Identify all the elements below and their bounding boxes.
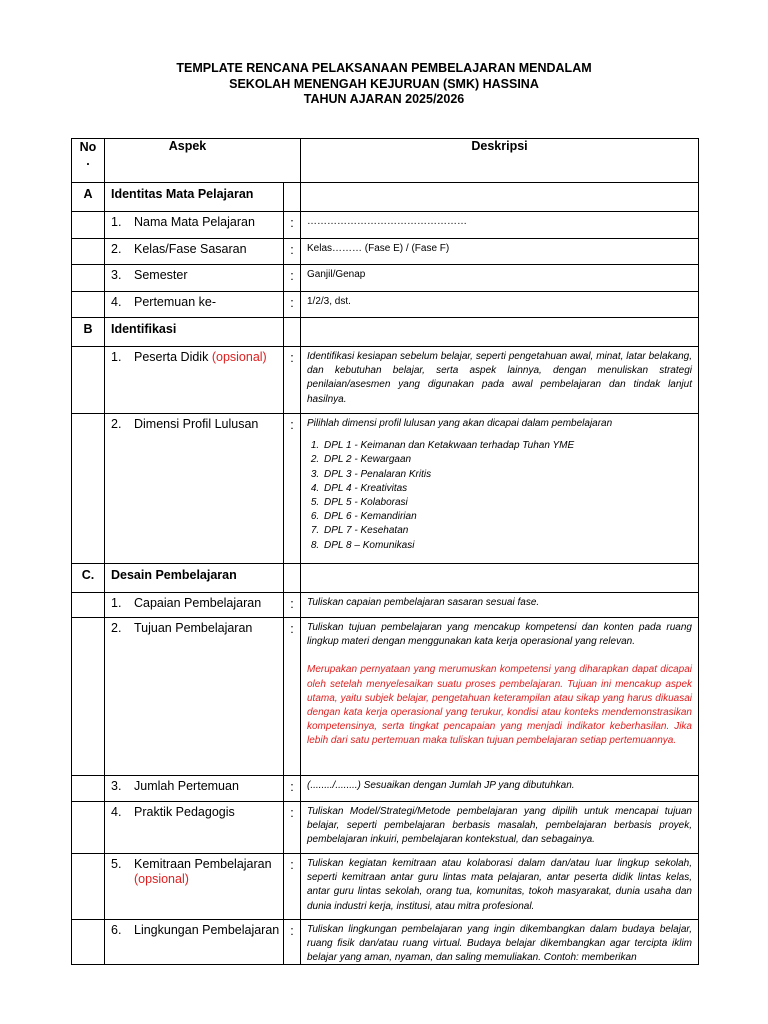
title-line-1: TEMPLATE RENCANA PELAKSANAAN PEMBELAJARAN MENDALAM bbox=[176, 61, 592, 75]
aspek-cell: 3. Jumlah Pertemuan bbox=[105, 776, 284, 802]
desc-cell: 1/2/3, dst. bbox=[301, 292, 699, 318]
rpp-table bbox=[71, 138, 699, 965]
desc-cell: Tuliskan tujuan pembelajaran yang mencakup kompetensi dan konten pada ruang lingkup materi dengan menggunakan kata kerja operasional yang relevan. Merupakan pernyataan yang merumuskan kompetensi yang diharapkan dapat dicapai oleh setelah menyelesaikan suatu proses pembelajaran. Tujuan ini mencakup aspek utama, yaitu subjek belajar, pengetahuan keterampilan atau sikap yang harus dikuasai dengan kata kerja operasional yang terukur, kondisi atau konteks mendemonstrasikan kompetensinya, serta tingkat pencapaian yang menjadi indikator keberhasilan. Jika lebih dari satu pertemuan maka tuliskan tujuan pembelajaran setiap pertemuannya. bbox=[301, 618, 699, 776]
desc-cell: Tuliskan Model/Strategi/Metode pembelajaran yang dipilih untuk mencapai tujuan belajar, seperti pembelajaran berbasis masalah, pembelajaran berbasis proyek, pembelajaran inkuiri, pembelajaran kontekstual, dan sebagainya. bbox=[301, 802, 699, 854]
header-deskripsi: Deskripsi bbox=[301, 139, 699, 183]
optional-label: (opsional) bbox=[134, 872, 189, 886]
aspek-cell: 2. Tujuan Pembelajaran bbox=[105, 618, 284, 776]
list-item: 5. DPL 5 - Kolaborasi bbox=[322, 496, 692, 510]
section-title: Identitas Mata Pelajaran bbox=[105, 183, 284, 212]
table-row: 2. Kelas/Fase Sasaran : Kelas……… (Fase E) / (Fase F) bbox=[72, 239, 699, 265]
aspek-cell: 3. Semester bbox=[105, 265, 284, 292]
table-row: 3. Semester : Ganjil/Genap bbox=[72, 265, 699, 292]
list-item: 7. DPL 7 - Kesehatan bbox=[322, 524, 692, 538]
desc-cell: (......../........) Sesuaikan dengan Jumlah JP yang dibutuhkan. bbox=[301, 776, 699, 802]
list-item: 3. DPL 3 - Penalaran Kritis bbox=[322, 468, 692, 482]
table-row: 3. Jumlah Pertemuan : (......../........) Sesuaikan dengan Jumlah JP yang dibutuhkan. bbox=[72, 776, 699, 802]
dpl-list bbox=[307, 439, 692, 553]
section-letter: B bbox=[72, 318, 105, 347]
aspek-cell: 4. Pertemuan ke- bbox=[105, 292, 284, 318]
aspek-cell: 2. Dimensi Profil Lulusan bbox=[105, 414, 284, 564]
section-title: Desain Pembelajaran bbox=[105, 564, 284, 593]
table-row: 1. Peserta Didik (opsional) : Identifikasi kesiapan sebelum belajar, seperti pengetahuan awal, minat, latar belakang, dan kebutuhan belajar, serta aspek lainnya, dengan menuliskan strategi penilaian/asesmen yang digunakan pada awal pembelajaran dan tindak lanjut hasilnya. bbox=[72, 347, 699, 414]
table-header-row bbox=[72, 139, 699, 183]
table-row: 5. Kemitraan Pembelajaran (opsional) : Tuliskan kegiatan kemitraan atau kolaborasi dalam dan/atau luar lingkup sekolah, seperti kemitraan antar guru lintas mata pelajaran, antar peserta didik lintas kelas, antar guru lintas sekolah, orang tua, komunitas, tokoh masyarakat, dunia usaha dan dunia industri kerja, institusi, atau mitra profesional. bbox=[72, 854, 699, 920]
table-row: 4. Praktik Pedagogis : Tuliskan Model/Strategi/Metode pembelajaran yang dipilih untuk mencapai tujuan belajar, seperti pembelajaran berbasis masalah, pembelajaran berbasis proyek, pembelajaran inkuiri, pembelajaran kontekstual, dan sebagainya. bbox=[72, 802, 699, 854]
section-row-c bbox=[72, 564, 699, 593]
aspek-cell: 4. Praktik Pedagogis bbox=[105, 802, 284, 854]
section-row-b bbox=[72, 318, 699, 347]
section-letter: C. bbox=[72, 564, 105, 593]
table-row: 6. Lingkungan Pembelajaran : Tuliskan lingkungan pembelajaran yang ingin dikembangkan dalam budaya belajar, ruang fisik dan/atau ruang virtual. Budaya belajar dikembangkan agar tercipta iklim belajar yang aman, nyaman, dan saling memuliakan. Contoh: memberikan bbox=[72, 920, 699, 965]
header-aspek: Aspek bbox=[105, 139, 301, 183]
aspek-cell: 1. Nama Mata Pelajaran bbox=[105, 212, 284, 239]
title-line-2: SEKOLAH MENENGAH KEJURUAN (SMK) HASSINA bbox=[229, 76, 539, 91]
desc-cell: Identifikasi kesiapan sebelum belajar, seperti pengetahuan awal, minat, latar belakang, dan kebutuhan belajar, serta aspek lainnya, dengan menuliskan strategi penilaian/asesmen yang digunakan pada awal pembelajaran dan tindak lanjut hasilnya. bbox=[301, 347, 699, 414]
section-row-a bbox=[72, 183, 699, 212]
table-row: 2. Dimensi Profil Lulusan : Pilihlah dimensi profil lulusan yang akan dicapai dalam pembelajaran 1. DPL 1 - Keimanan dan Ketakwaan terhadap Tuhan YME 2. DPL 2 - Kewargaan 3. DPL 3 - Penalaran Kritis 4. DPL 4 - Kreativitas 5. DPL 5 - Kolaborasi 6. DPL 6 - Kemandirian 7. DPL 7 - Kesehatan 8. DPL 8 – Komunikasi bbox=[72, 414, 699, 564]
desc-cell: Tuliskan lingkungan pembelajaran yang ingin dikembangkan dalam budaya belajar, ruang fisik dan/atau ruang virtual. Budaya belajar dikembangkan agar tercipta iklim belajar yang aman, nyaman, dan saling memuliakan. Contoh: memberikan bbox=[301, 920, 699, 965]
desc-cell: Kelas……… (Fase E) / (Fase F) bbox=[301, 239, 699, 265]
table-row: 1. Capaian Pembelajaran : Tuliskan capaian pembelajaran sasaran sesuai fase. bbox=[72, 593, 699, 618]
list-item: 2. DPL 2 - Kewargaan bbox=[322, 453, 692, 467]
header-no: No . bbox=[72, 139, 105, 183]
dpl-intro: Pilihlah dimensi profil lulusan yang akan dicapai dalam pembelajaran bbox=[307, 418, 613, 429]
optional-label: (opsional) bbox=[211, 350, 267, 364]
desc-cell: Tuliskan kegiatan kemitraan atau kolaborasi dalam dan/atau luar lingkup sekolah, seperti kemitraan antar guru lintas mata pelajaran, antar peserta didik lintas kelas, antar guru lintas sekolah, orang tua, komunitas, tokoh masyarakat, dunia usaha dan dunia industri kerja, institusi, atau mitra profesional. bbox=[301, 854, 699, 920]
title-line-3: TAHUN AJARAN 2025/2026 bbox=[303, 92, 465, 106]
list-item: 8. DPL 8 – Komunikasi bbox=[322, 539, 692, 553]
table-row: 2. Tujuan Pembelajaran : Tuliskan tujuan pembelajaran yang mencakup kompetensi dan konten pada ruang lingkup materi dengan menggunakan kata kerja operasional yang relevan. Merupakan pernyataan yang merumuskan kompetensi yang diharapkan dapat dicapai oleh setelah menyelesaikan suatu proses pembelajaran. Tujuan ini mencakup aspek utama, yaitu subjek belajar, pengetahuan keterampilan atau sikap yang harus dikuasai dengan kata kerja operasional yang terukur, kondisi atau konteks mendemonstrasikan kompetensinya, serta tingkat pencapaian yang menjadi indikator keberhasilan. Jika lebih dari satu pertemuan maka tuliskan tujuan pembelajaran setiap pertemuannya. bbox=[72, 618, 699, 776]
document-title bbox=[0, 61, 768, 108]
table-row: 1. Nama Mata Pelajaran : ………………………………………… bbox=[72, 212, 699, 239]
list-item: 6. DPL 6 - Kemandirian bbox=[322, 510, 692, 524]
desc-cell: Ganjil/Genap bbox=[301, 265, 699, 292]
list-item: 4. DPL 4 - Kreativitas bbox=[322, 482, 692, 496]
desc-cell: Tuliskan capaian pembelajaran sasaran sesuai fase. bbox=[301, 593, 699, 618]
aspek-cell: 1. Capaian Pembelajaran bbox=[105, 593, 284, 618]
section-title: Identifikasi bbox=[105, 318, 284, 347]
desc-cell bbox=[301, 414, 699, 564]
aspek-cell: 1. Peserta Didik (opsional) bbox=[105, 347, 284, 414]
table-row: 4. Pertemuan ke- : 1/2/3, dst. bbox=[72, 292, 699, 318]
aspek-cell: 5. Kemitraan Pembelajaran (opsional) bbox=[105, 854, 284, 920]
desc-cell: ………………………………………… bbox=[301, 212, 699, 239]
aspek-cell: 6. Lingkungan Pembelajaran bbox=[105, 920, 284, 965]
tujuan-note: Merupakan pernyataan yang merumuskan kompetensi yang diharapkan dapat dicapai oleh setelah menyelesaikan suatu proses pembelajaran. Tujuan ini mencakup aspek utama, yaitu subjek belajar, pengetahuan keterampilan atau sikap yang harus dikuasai dengan kata kerja operasional yang terukur, kondisi atau konteks mendemonstrasikan kompetensinya, serta tingkat pencapaian yang menjadi indikator keberhasilan. Jika lebih dari satu pertemuan maka tuliskan tujuan pembelajaran setiap pertemuannya. bbox=[307, 664, 692, 747]
list-item: 1. DPL 1 - Keimanan dan Ketakwaan terhadap Tuhan YME bbox=[322, 439, 692, 453]
aspek-cell: 2. Kelas/Fase Sasaran bbox=[105, 239, 284, 265]
section-letter: A bbox=[72, 183, 105, 212]
